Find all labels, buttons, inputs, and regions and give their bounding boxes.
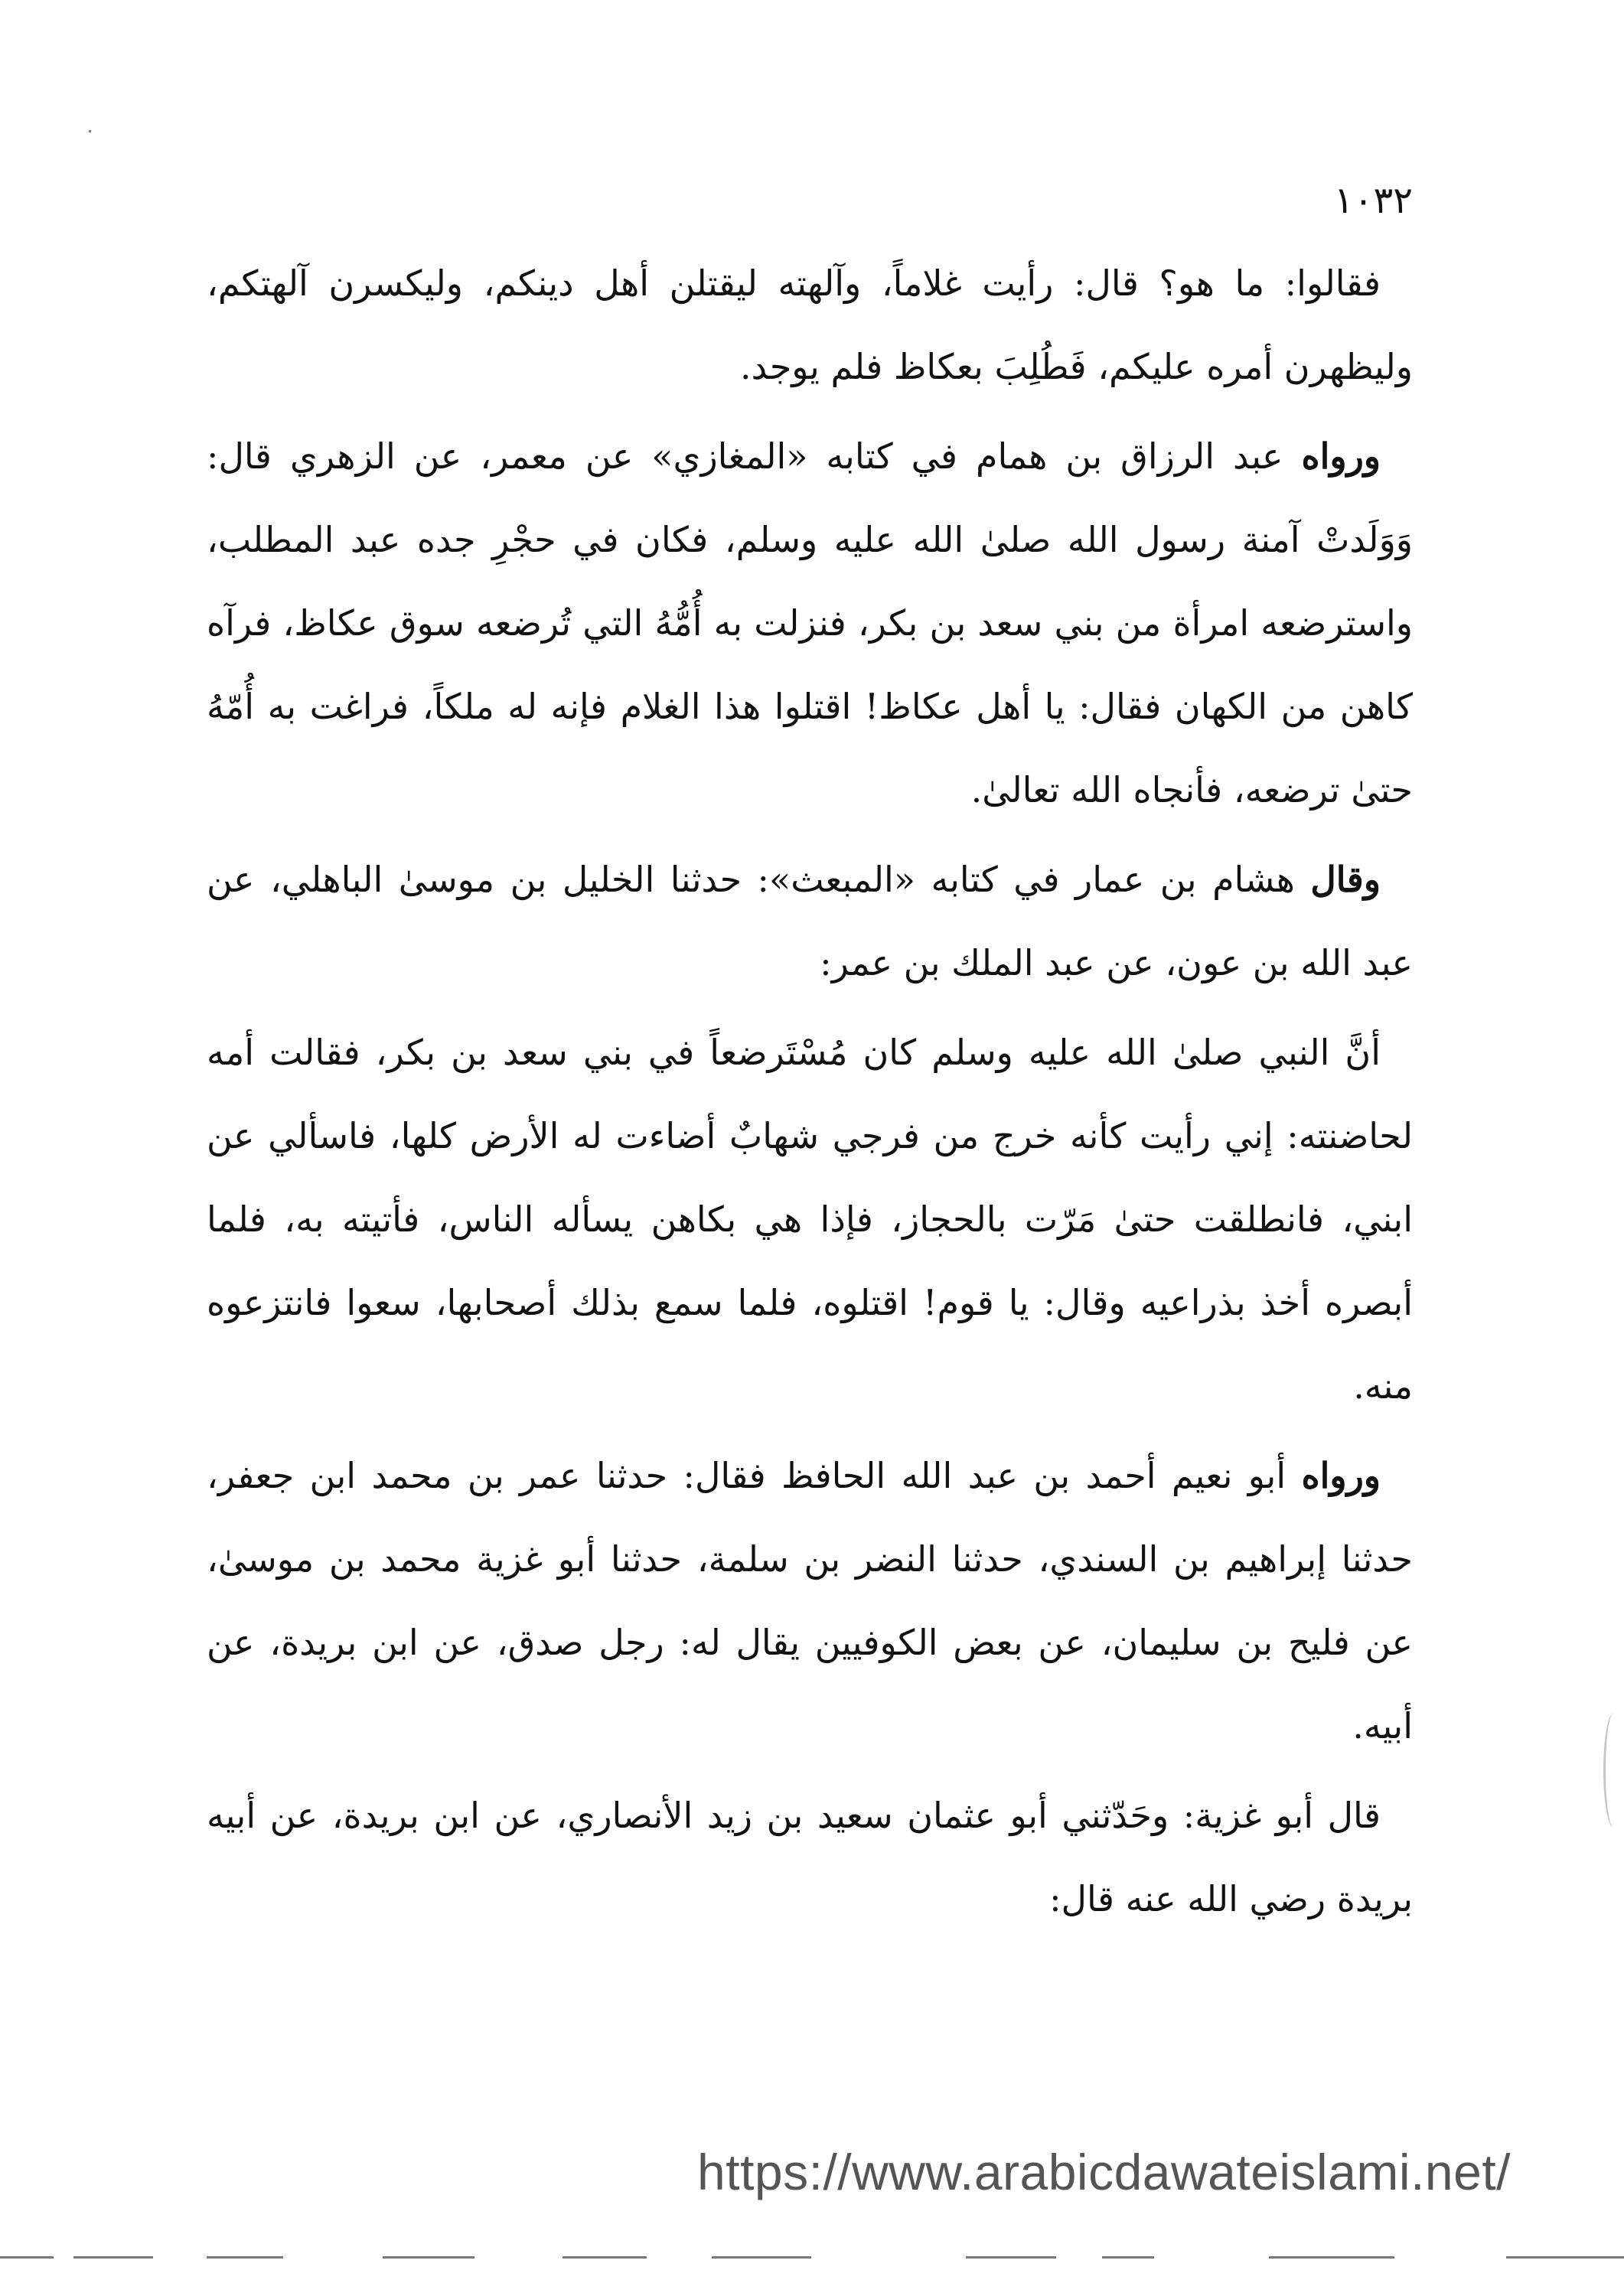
paragraph-lead: ورواه (1301, 435, 1381, 477)
bottom-rule (73, 2256, 153, 2259)
paragraph-6 (207, 1774, 1413, 1941)
paragraph-text: قال أبو غزية: وحَدّثني أبو عثمان سعيد بن زيد الأنصاري، عن ابن بريدة، عن أبيه بريدة رضي الله عنه قال: (207, 1795, 1413, 1919)
paragraph-text: هشام بن عمار في كتابه «المبعث»: حدثنا الخليل بن موسىٰ الباهلي، عن عبد الله بن عون، عن عبد الملك بن عمر: (207, 859, 1413, 983)
bottom-rule (1102, 2256, 1154, 2259)
paragraph-lead: وقال (1310, 859, 1381, 900)
page-edge-shadow (1603, 1713, 1624, 1828)
paragraph-2 (207, 415, 1413, 832)
paragraph-text: فقالوا: ما هو؟ قال: رأيت غلاماً، وآلهته ليقتلن أهل دينكم، وليكسرن آلهتكم، وليظهرن أمره عليكم، فَطُلِبَ بعكاظ فلم يوجد. (207, 263, 1413, 387)
bottom-rule (1269, 2256, 1394, 2259)
bottom-rule (0, 2256, 54, 2259)
paragraph-text: أنَّ النبي صلىٰ الله عليه وسلم كان مُسْتَرضعاً في بني سعد بن بكر، فقالت أمه لحاضنته: إني رأيت كأنه خرج من فرجي شهابٌ أضاءت له الأرض كلها، فاسألي عن ابني، فانطلقت حتىٰ مَرّت بالحجاز، فإذا هي بكاهن يسأله الناس، فأتيته به، فلما أبصره أخذ بذراعيه وقال: يا قوم! اقتلوه، فلما سمع بذلك أصحابها، سعوا فانتزعوه منه. (207, 1032, 1413, 1407)
paragraph-text: عبد الرزاق بن همام في كتابه «المغازي» عن معمر، عن الزهري قال: وَوَلَدتْ آمنة رسول الله صلىٰ الله عليه وسلم، فكان في حجْرِ جده عبد المطلب، واسترضعه امرأة من بني سعد بن بكر، فنزلت به أُمُّهُ التي تُرضعه سوق عكاظ، فرآه كاهن من الكهان فقال: يا أهل عكاظ! اقتلوا هذا الغلام فإنه له ملكاً، فراغت به أُمّهُ حتىٰ ترضعه، فأنجاه الله تعالىٰ. (207, 435, 1413, 810)
paragraph-lead: ورواه (1301, 1455, 1381, 1496)
paragraph-1 (207, 242, 1413, 409)
paragraph-text: أبو نعيم أحمد بن عبد الله الحافظ فقال: حدثنا عمر بن محمد ابن جعفر، حدثنا إبراهيم بن السندي، حدثنا النضر بن سلمة، حدثنا أبو غزية محمد بن موسىٰ، عن فليح بن سليمان، عن بعض الكوفيين يقال له: رجل صدق، عن ابن بريدة، عن أبيه. (207, 1455, 1413, 1747)
bottom-rule (383, 2256, 474, 2259)
bottom-rule (563, 2256, 647, 2259)
paragraph-3 (207, 838, 1413, 1005)
bottom-rule (1506, 2256, 1624, 2259)
page-number: ١٠٣٢ (1333, 179, 1413, 222)
paragraph-5 (207, 1434, 1413, 1768)
bottom-rule (712, 2256, 811, 2259)
scan-speck (89, 130, 91, 132)
watermark-url: https://www.arabicdawateislami.net/ (697, 2144, 1511, 2200)
bottom-rule (966, 2256, 1056, 2259)
paragraph-4 (207, 1011, 1413, 1428)
bottom-rule (207, 2256, 283, 2259)
page-body (207, 242, 1413, 1947)
